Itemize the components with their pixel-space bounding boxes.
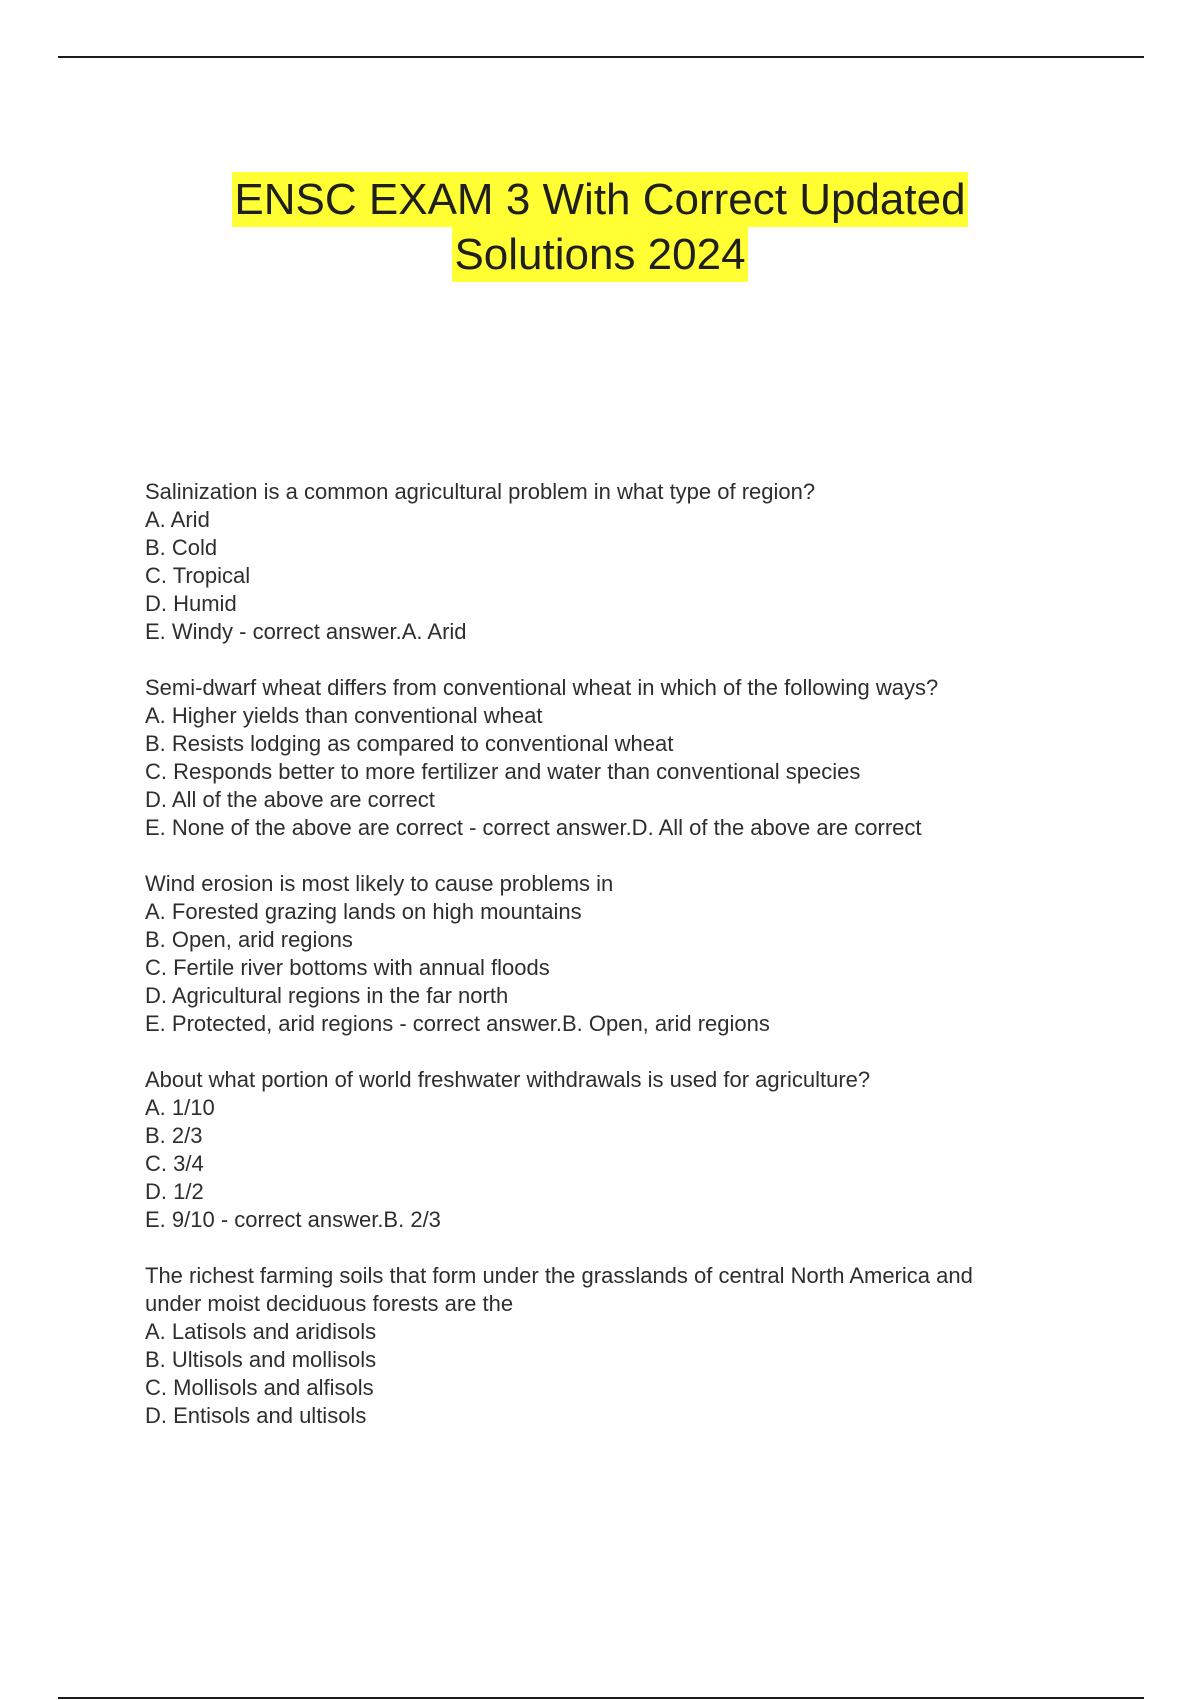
question-4 bbox=[145, 1066, 1075, 1234]
document-title bbox=[0, 172, 1200, 282]
title-line-2: Solutions 2024 bbox=[452, 227, 747, 282]
option-c: C. 3/4 bbox=[145, 1151, 204, 1176]
option-e-with-answer: E. Windy - correct answer.A. Arid bbox=[145, 619, 467, 644]
title-line-1: ENSC EXAM 3 With Correct Updated bbox=[232, 172, 967, 227]
option-e-with-answer: E. 9/10 - correct answer.B. 2/3 bbox=[145, 1207, 441, 1232]
question-1 bbox=[145, 478, 1075, 646]
question-2 bbox=[145, 674, 1075, 842]
option-b: B. Open, arid regions bbox=[145, 927, 353, 952]
option-c: C. Fertile river bottoms with annual floods bbox=[145, 955, 550, 980]
question-5 bbox=[145, 1262, 1075, 1430]
option-b: B. Cold bbox=[145, 535, 218, 560]
option-d: D. All of the above are correct bbox=[145, 787, 435, 812]
option-d: D. Agricultural regions in the far north bbox=[145, 983, 509, 1008]
question-text-line-2: under moist deciduous forests are the bbox=[145, 1291, 514, 1316]
question-text: Wind erosion is most likely to cause problems in bbox=[145, 871, 614, 896]
option-c: C. Tropical bbox=[145, 563, 251, 588]
option-d: D. Entisols and ultisols bbox=[145, 1403, 367, 1428]
question-text: About what portion of world freshwater withdrawals is used for agriculture? bbox=[145, 1067, 871, 1092]
bottom-rule bbox=[58, 1697, 1144, 1699]
option-b: B. Ultisols and mollisols bbox=[145, 1347, 377, 1372]
option-e-with-answer: E. Protected, arid regions - correct answer.B. Open, arid regions bbox=[145, 1011, 770, 1036]
questions-list bbox=[145, 478, 1075, 1458]
top-rule bbox=[58, 56, 1144, 58]
question-3 bbox=[145, 870, 1075, 1038]
option-a: A. Forested grazing lands on high mountains bbox=[145, 899, 582, 924]
option-b: B. 2/3 bbox=[145, 1123, 203, 1148]
question-text-line-1: The richest farming soils that form under the grasslands of central North America and bbox=[145, 1263, 973, 1288]
option-a: A. Latisols and aridisols bbox=[145, 1319, 377, 1344]
option-d: D. 1/2 bbox=[145, 1179, 204, 1204]
option-c: C. Mollisols and alfisols bbox=[145, 1375, 374, 1400]
option-a: A. Higher yields than conventional wheat bbox=[145, 703, 543, 728]
option-a: A. 1/10 bbox=[145, 1095, 215, 1120]
option-d: D. Humid bbox=[145, 591, 237, 616]
question-text: Semi-dwarf wheat differs from conventional wheat in which of the following ways? bbox=[145, 675, 939, 700]
option-e-with-answer: E. None of the above are correct - correct answer.D. All of the above are correct bbox=[145, 815, 922, 840]
option-b: B. Resists lodging as compared to conventional wheat bbox=[145, 731, 674, 756]
question-text: Salinization is a common agricultural problem in what type of region? bbox=[145, 479, 816, 504]
option-a: A. Arid bbox=[145, 507, 210, 532]
option-c: C. Responds better to more fertilizer and water than conventional species bbox=[145, 759, 861, 784]
